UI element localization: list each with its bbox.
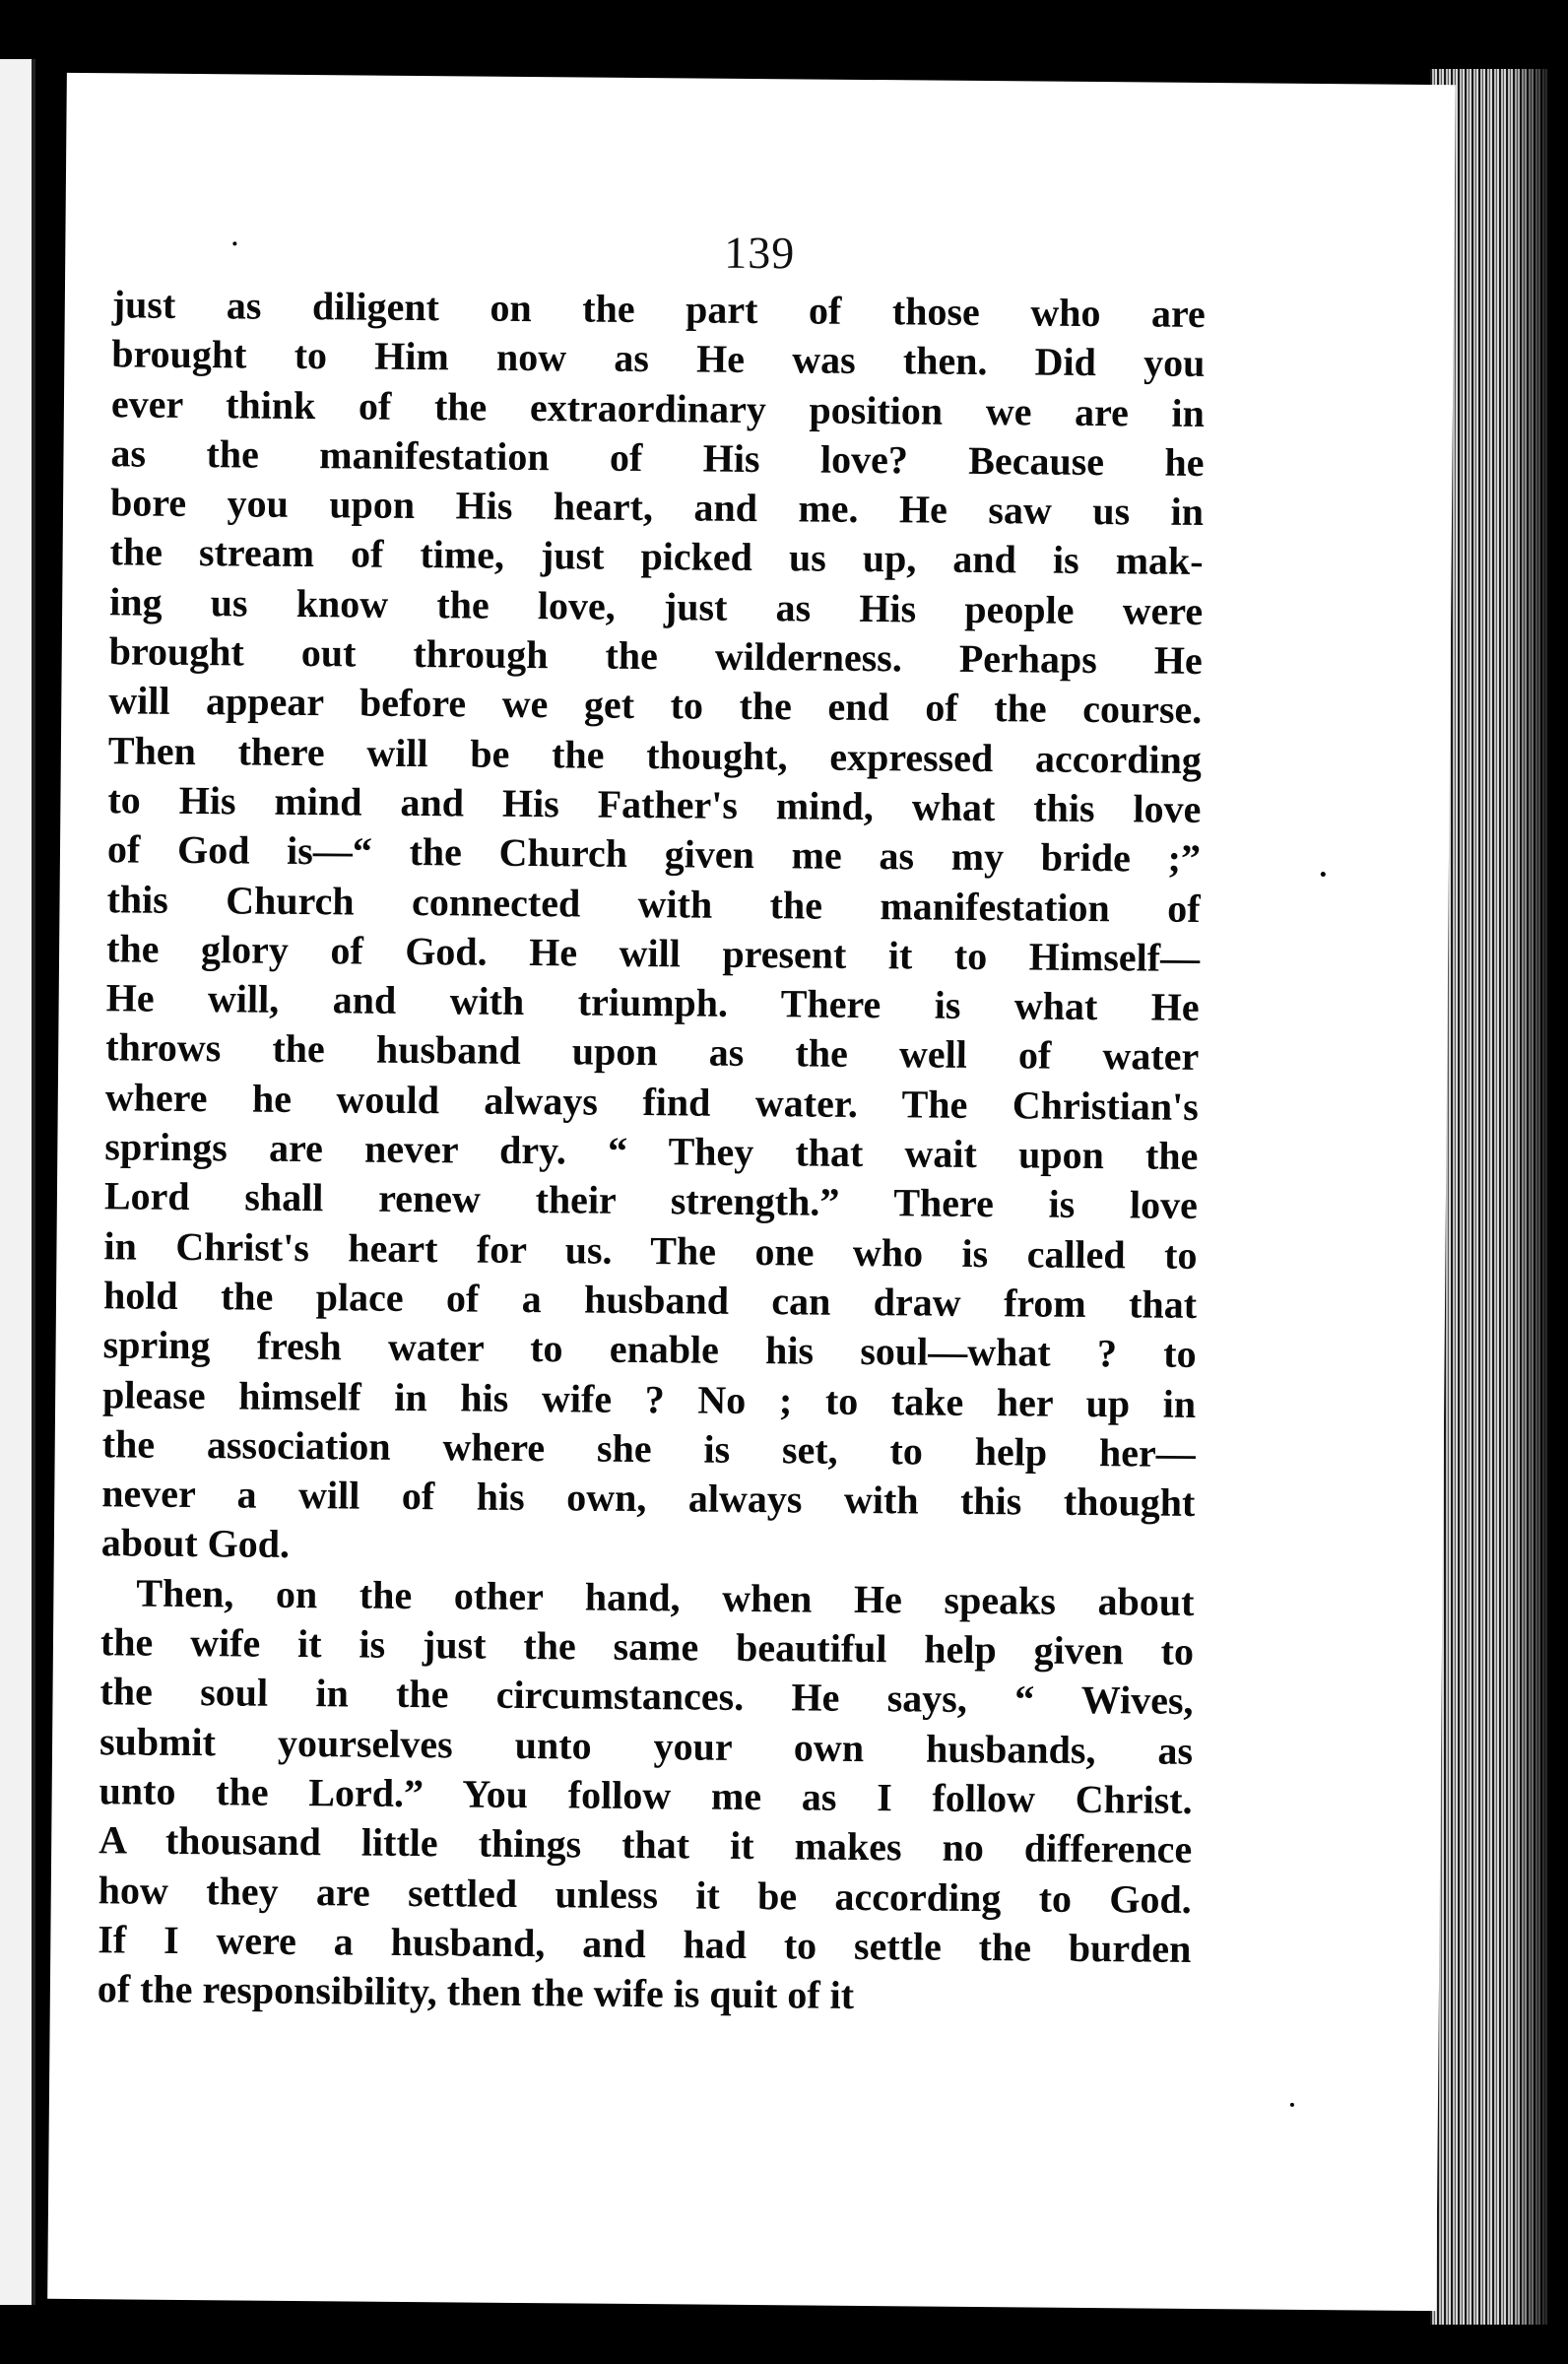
text-line: how they are settled unless it be according to God.: [98, 1867, 1192, 1922]
dust-speck: [1290, 2103, 1294, 2107]
text-line: the stream of time, just picked us up, and is mak-: [109, 529, 1204, 584]
text-line: this Church connected with the manifestation of: [106, 876, 1201, 931]
text-line: brought to Him now as He was then. Did you: [111, 331, 1206, 386]
text-line: in Christ's heart for us. The one who is called to: [103, 1222, 1198, 1278]
text-line: ing us know the love, just as His people were: [109, 579, 1204, 633]
text-line: Then there will be the thought, expressed according: [107, 727, 1203, 782]
text-line: the association where she is set, to help her—: [101, 1421, 1196, 1476]
text-line: as the manifestation of His love? Because he: [110, 430, 1205, 485]
text-line: hold the place of a husband can draw from that: [102, 1273, 1198, 1327]
page-number: 139: [724, 227, 796, 279]
text-line: never a will of his own, always with this thought: [101, 1471, 1196, 1526]
text-line: where he would always find water. The Christian's: [104, 1075, 1199, 1129]
text-line: throws the husband upon as the well of water: [105, 1024, 1200, 1080]
text-line: bore you upon His heart, and me. He saw us in: [109, 480, 1205, 535]
text-line: please himself in his wife ? No ; to take her up in: [101, 1371, 1197, 1426]
text-line: If I were a husband, and had to settle the burden: [98, 1917, 1192, 1971]
facing-page-edge: [0, 59, 35, 2305]
text-line: the wife it is just the same beautiful help given to: [99, 1619, 1195, 1674]
text-line: Lord shall renew their strength.” There is love: [103, 1173, 1199, 1228]
text-line: He will, and with triumph. There is what He: [105, 975, 1200, 1030]
text-line: spring fresh water to enable his soul—what ? to: [102, 1322, 1197, 1377]
text-line: submit yourselves unto your own husbands, as: [98, 1718, 1194, 1773]
text-line: the glory of God. He will present it to Himself—: [105, 926, 1201, 980]
text-line: to His mind and His Father's mind, what this love: [107, 777, 1202, 831]
text-line: brought out through the wilderness. Perhaps He: [108, 628, 1203, 684]
dust-speck: [232, 241, 236, 245]
text-line: of the responsibility, then the wife is quit of it: [97, 1966, 855, 2018]
text-line: springs are never dry. “ They that wait upon the: [104, 1124, 1199, 1179]
text-line: Then, on the other hand, when He speaks about: [136, 1570, 1195, 1624]
text-line: ever think of the extraordinary position we are in: [110, 380, 1206, 435]
text-line: unto the Lord.” You follow me as I follow Christ.: [98, 1768, 1193, 1822]
book-page: [47, 73, 1456, 2311]
text-line: of God is—“ the Church given me as my bride ;”: [106, 826, 1202, 882]
page-text: [98, 280, 1206, 2023]
text-line: just as diligent on the part of those who are: [111, 282, 1206, 336]
text-line: A thousand little things that it makes no difference: [98, 1817, 1193, 1872]
text-line: will appear before we get to the end of the course.: [108, 678, 1203, 733]
text-line: the soul in the circumstances. He says, “ Wives,: [99, 1669, 1194, 1724]
dust-speck: [1321, 872, 1326, 877]
text-line: about God.: [100, 1520, 291, 1567]
